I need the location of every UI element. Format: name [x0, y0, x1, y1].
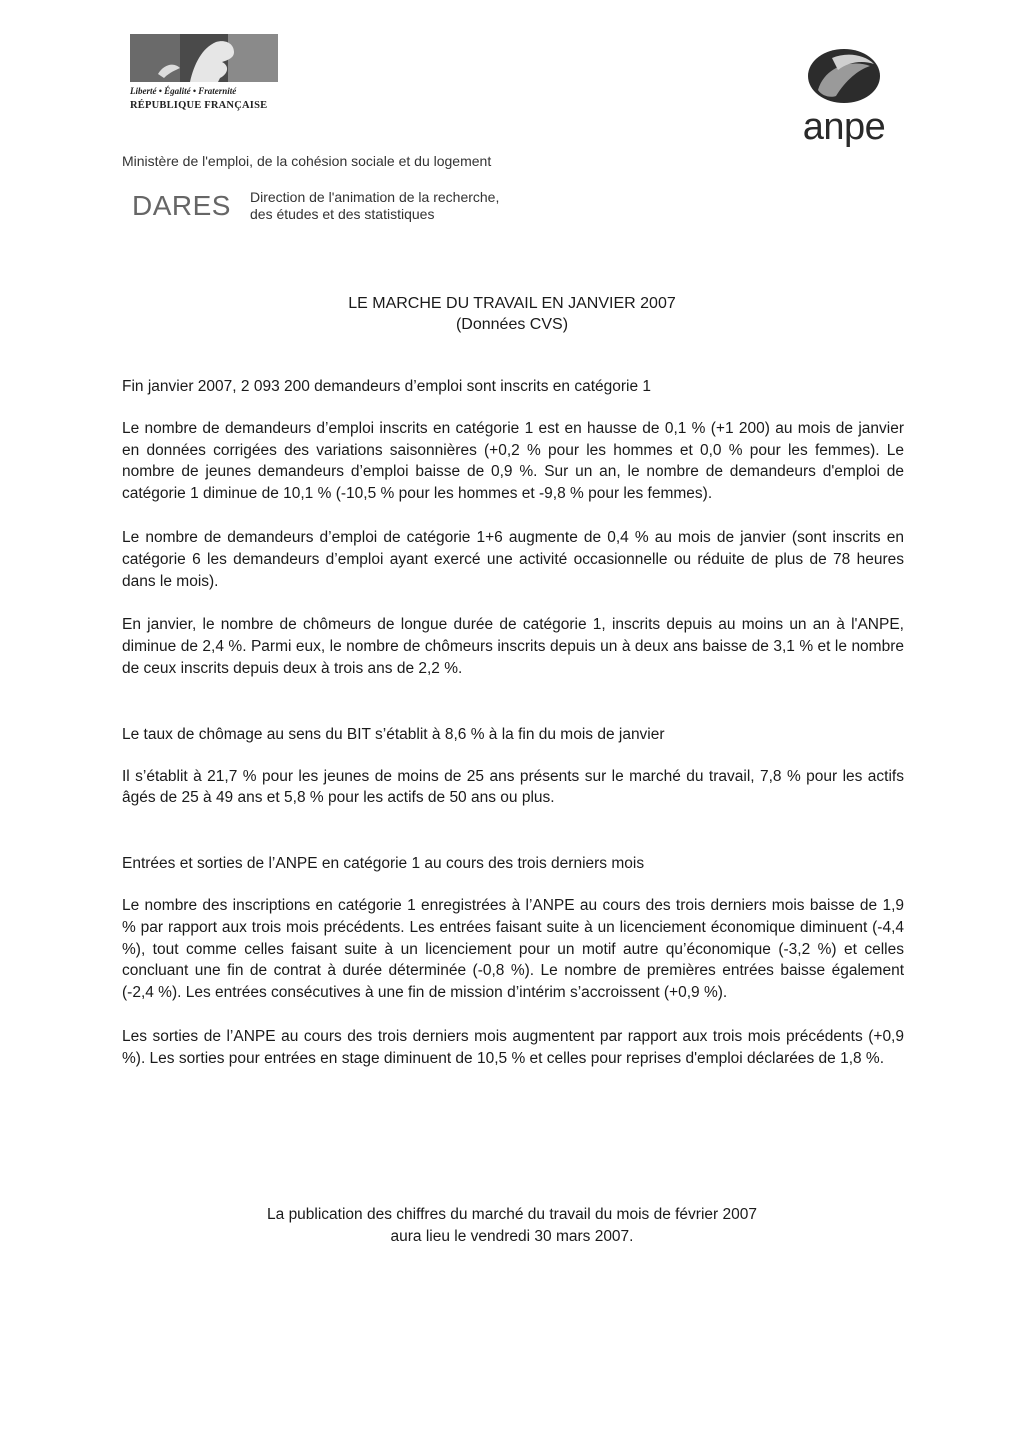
publication-notice: [0, 1204, 1024, 1247]
marianne-emblem-icon: [130, 34, 278, 82]
ministry-name: Ministère de l'emploi, de la cohésion sociale et du logement: [122, 153, 492, 169]
publication-notice-line-2: aura lieu le vendredi 30 mars 2007.: [390, 1227, 634, 1245]
section-paragraph: Le nombre de demandeurs d’emploi de catégorie 1+6 augmente de 0,4 % au mois de janvier (sont inscrits en catégorie 6 les demandeurs d’emploi ayant exercé une activité occasionnelle ou réduite de plus de 78 heures dans le mois).: [122, 528, 904, 590]
section-heading: Le taux de chômage au sens du BIT s’établit à 8,6 % à la fin du mois de janvier: [122, 725, 665, 743]
anpe-emblem-icon: [792, 48, 896, 106]
republic-motto: Liberté • Égalité • Fraternité: [130, 86, 237, 96]
section-paragraph: En janvier, le nombre de chômeurs de longue durée de catégorie 1, inscrits depuis au moins un an à l'ANPE, diminue de 2,4 %. Parmi eux, le nombre de chômeurs inscrits depuis un à deux ans baisse de 3,1 % et le nombre de ceux inscrits depuis deux à trois ans de 2,2 %.: [122, 616, 904, 677]
section-paragraph: Le nombre des inscriptions en catégorie 1 enregistrées à l’ANPE au cours des trois derniers mois baisse de 1,9 % par rapport aux trois mois précédents. Les entrées faisant suite à un licenciement économique diminuent (-4,4 %), tout comme celles faisant suite à un licenciement pour un motif autre qu’économique (-3,2 %) et celles concluant une fin de contrat à durée déterminée (-0,8 %). Le nombre de premières entrées baisse également (-2,4 %). Les entrées consécutives à une fin de mission d’intérim s’accroissent (+0,9 %).: [122, 896, 904, 1002]
section-heading: Entrées et sorties de l’ANPE en catégorie 1 au cours des trois derniers mois: [122, 855, 645, 873]
anpe-wordmark: anpe: [802, 106, 886, 148]
republique-francaise-logo: [130, 34, 280, 111]
document-body: [122, 376, 904, 1092]
republic-name: RÉPUBLIQUE FRANÇAISE: [130, 100, 268, 111]
section-spacer: [122, 831, 904, 853]
dares-description-line-1: Direction de l'animation de la recherche,: [250, 189, 500, 205]
document-title: [0, 293, 1024, 335]
dares-description-line-2: des études et des statistiques: [250, 206, 435, 222]
section-paragraph: Il s’établit à 21,7 % pour les jeunes de moins de 25 ans présents sur le marché du travail, 7,8 % pour les actifs âgés de 25 à 49 ans et 5,8 % pour les actifs de 50 ans ou plus.: [122, 767, 904, 807]
dares-description: [250, 189, 499, 223]
anpe-logo: [792, 48, 896, 158]
document-subtitle: (Données CVS): [455, 316, 569, 333]
section-heading: Fin janvier 2007, 2 093 200 demandeurs d’emploi sont inscrits en catégorie 1: [122, 378, 652, 395]
section-paragraph: Les sorties de l’ANPE au cours des trois derniers mois augmentent par rapport aux trois mois précédents (+0,9 %). Les sorties pour entrées en stage diminuent de 10,5 % et celles pour reprises d'emploi déclarées de 1,8 %.: [122, 1027, 904, 1067]
publication-notice-line-1: La publication des chiffres du marché du travail du mois de février 2007: [267, 1206, 757, 1223]
dares-acronym: DARES: [132, 190, 231, 221]
section-paragraph: Le nombre de demandeurs d’emploi inscrits en catégorie 1 est en hausse de 0,1 % (+1 200) au mois de janvier en données corrigées des variations saisonnières (+0,2 % pour les hommes et 0,0 % pour les femmes). Le nombre de jeunes demandeurs d’emploi baisse de 0,9 %. Sur un an, le nombre de demandeurs d'emploi de catégorie 1 diminue de 10,1 % (-10,5 % pour les hommes et -9,8 % pour les femmes).: [122, 419, 904, 503]
section-spacer: [122, 702, 904, 724]
document-title-line-1: LE MARCHE DU TRAVAIL EN JANVIER 2007: [348, 295, 676, 312]
